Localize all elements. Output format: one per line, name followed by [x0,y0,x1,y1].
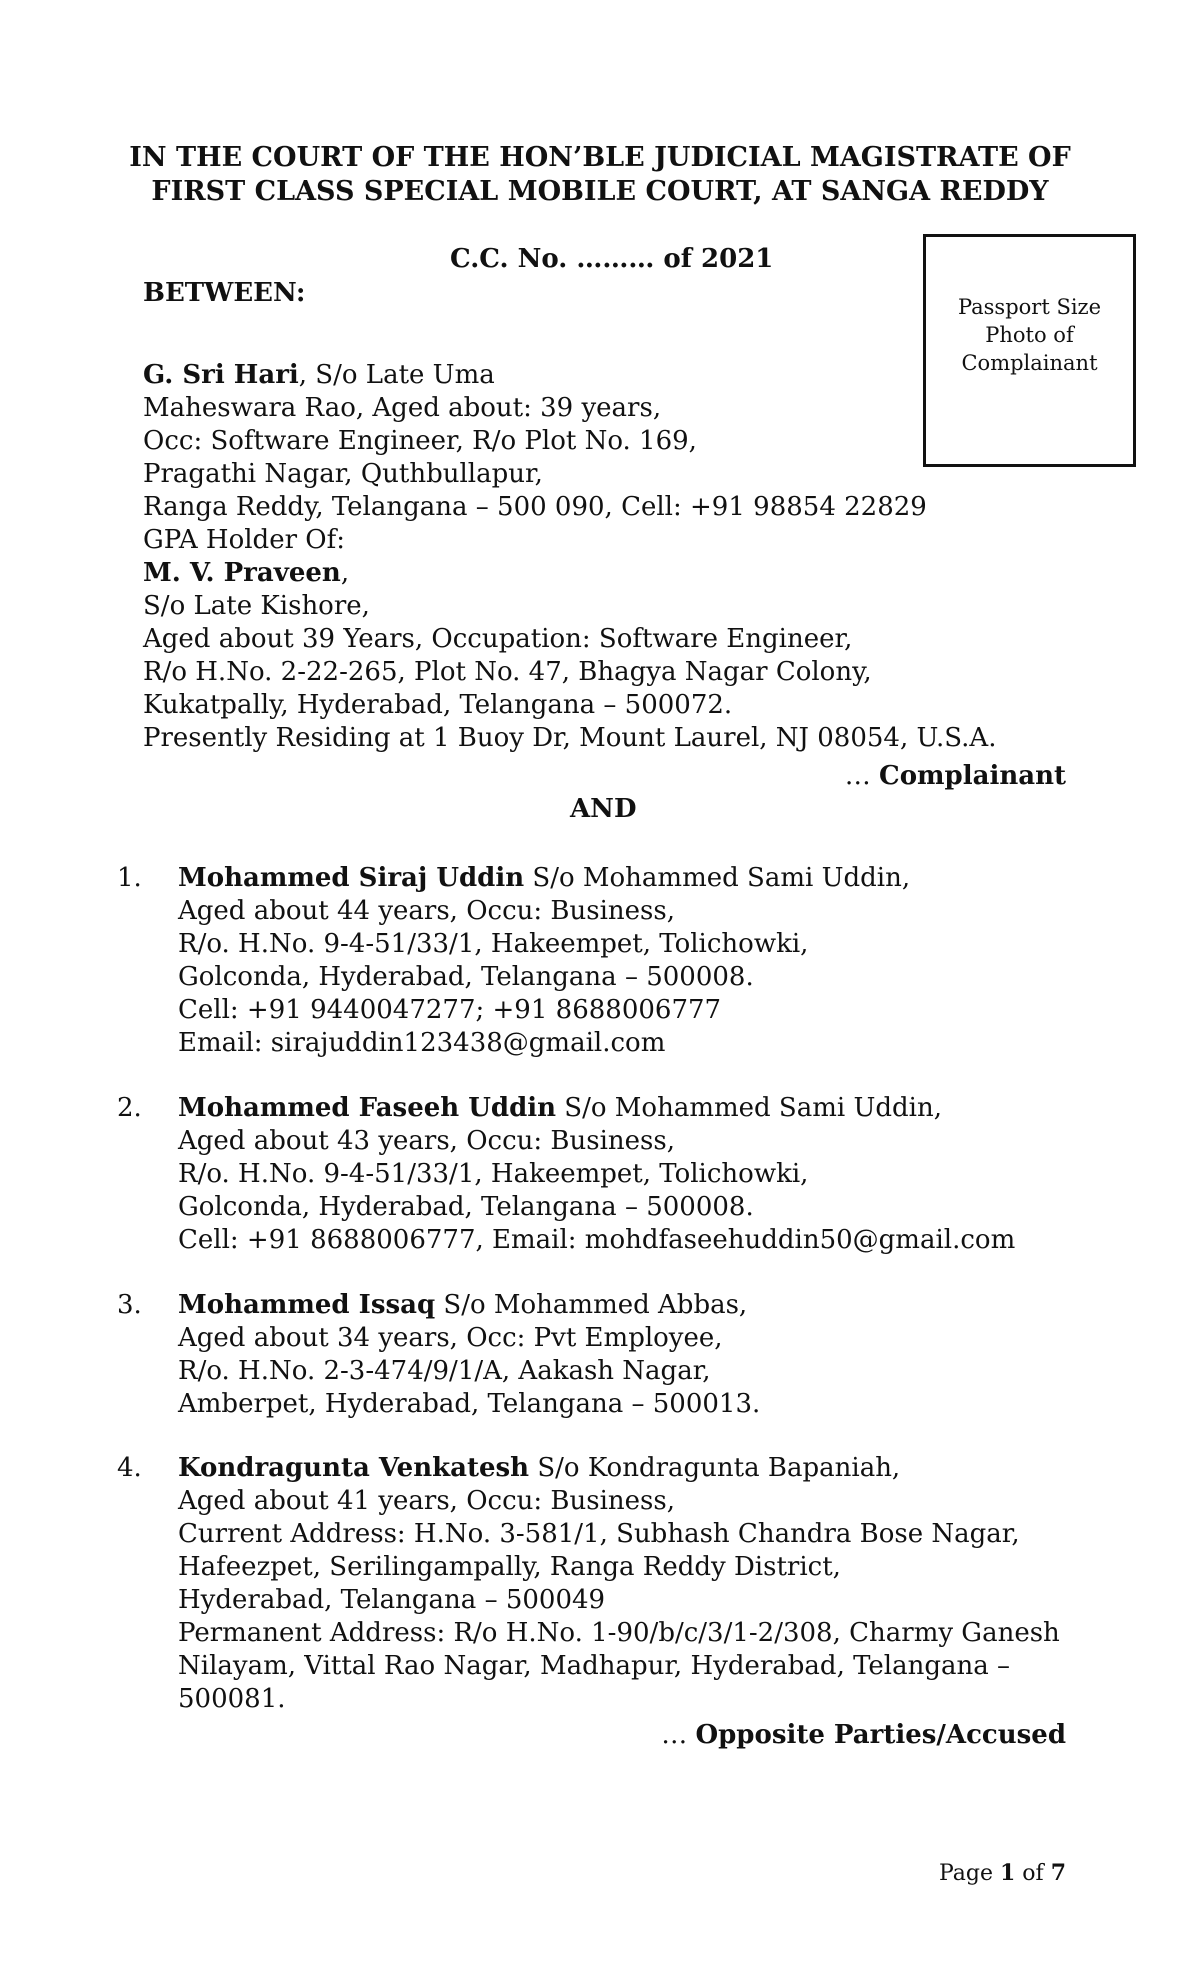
complainant-line: Pragathi Nagar, Quthbullapur, [143,459,543,489]
complainant-line: Ranga Reddy, Telangana – 500 090, Cell: +91 98854 22829 [143,492,927,522]
photo-box-line: Complainant [961,351,1098,375]
accused-line: Hyderabad, Telangana – 500049 [178,1585,606,1615]
accused-role: … Opposite Parties/Accused [661,1720,1066,1750]
court-heading-line1: IN THE COURT OF THE HON’BLE JUDICIAL MAGISTRATE OF [129,142,1071,173]
between-label: BETWEEN: [143,278,306,308]
accused-entry: Mohammed Siraj Uddin S/o Mohammed Sami Uddin, Aged about 44 years, Occu: Business, R/o. H.No. 9-4-51/33/1, Hakeempet, Tolichowki, Golconda, Hyderabad, Telangana – 500008. Cell: +91 9440047277; +91 8688006777 Email: sirajuddin123438@gmail.com [178,863,911,1058]
accused-line: Golconda, Hyderabad, Telangana – 500008. [178,1192,754,1222]
accused-line: Cell: +91 8688006777, Email: mohdfaseehuddin50@gmail.com [178,1225,1016,1255]
accused-line: Hafeezpet, Serilingampally, Ranga Reddy District, [178,1552,841,1582]
page-footer: Page 1 of 7 [938,1860,1066,1886]
complainant-block [143,359,996,755]
accused-line: Golconda, Hyderabad, Telangana – 500008. [178,962,754,992]
and-label: AND [570,794,637,824]
accused-line: Aged about 43 years, Occu: Business, [178,1126,675,1156]
accused-number: 3. [117,1290,142,1320]
accused-line: Aged about 44 years, Occu: Business, [178,896,675,926]
complainant-line: Maheswara Rao, Aged about: 39 years, [143,393,662,423]
accused-name: Mohammed Siraj Uddin [178,863,525,893]
accused-line: Amberpet, Hyderabad, Telangana – 500013. [178,1389,761,1419]
accused-name: Mohammed Issaq [178,1290,436,1320]
complainant-name: G. Sri Hari [143,360,299,390]
gpa-line: S/o Late Kishore, [143,591,370,621]
accused-line: R/o. H.No. 9-4-51/33/1, Hakeempet, Tolichowki, [178,929,809,959]
court-heading-line2: FIRST CLASS SPECIAL MOBILE COURT, AT SANGA REDDY [151,176,1049,207]
accused-line: Cell: +91 9440047277; +91 8688006777 [178,995,722,1025]
complainant-name-suffix: , S/o Late Uma [298,360,495,390]
accused-name: Kondragunta Venkatesh [178,1453,530,1483]
gpa-line: Kukatpally, Hyderabad, Telangana – 500072. [143,690,733,720]
accused-line: Nilayam, Vittal Rao Nagar, Madhapur, Hyderabad, Telangana – [178,1651,1011,1681]
case-number: C.C. No. ……… of 2021 [450,244,774,274]
gpa-name: M. V. Praveen [143,558,341,588]
accused-line: R/o. H.No. 9-4-51/33/1, Hakeempet, Tolichowki, [178,1159,809,1189]
gpa-line: Aged about 39 Years, Occupation: Software Engineer, [143,624,853,654]
accused-entry: Mohammed Issaq S/o Mohammed Abbas, Aged about 34 years, Occ: Pvt Employee, R/o. H.No. 2-3-474/9/1/A, Aakash Nagar, Amberpet, Hyderabad, Telangana – 500013. [178,1290,761,1419]
photo-box-line: Passport Size [957,295,1102,319]
accused-line: Permanent Address: R/o H.No. 1-90/b/c/3/1-2/308, Charmy Ganesh [178,1618,1060,1648]
gpa-line: Presently Residing at 1 Buoy Dr, Mount Laurel, NJ 08054, U.S.A. [143,723,997,753]
accused-line: 500081. [178,1684,286,1714]
complainant-line: GPA Holder Of: [143,525,345,555]
accused-line: Aged about 34 years, Occ: Pvt Employee, [178,1323,723,1353]
accused-number: 4. [117,1453,142,1483]
accused-line: Email: sirajuddin123438@gmail.com [178,1028,666,1058]
accused-entry: Kondragunta Venkatesh S/o Kondragunta Bapaniah, Aged about 41 years, Occu: Business, Current Address: H.No. 3-581/1, Subhash Chandra Bose Nagar, Hafeezpet, Serilingampally, Ranga Reddy District, Hyderabad, Telangana – 500049 Permanent Address: R/o H.No. 1-90/b/c/3/1-2/308, Charmy Ganesh Nilayam, Vittal Rao Nagar, Madhapur, Hyderabad, Telangana – 500081. [178,1453,1060,1714]
gpa-name-suffix: , [340,558,350,588]
accused-line: Current Address: H.No. 3-581/1, Subhash Chandra Bose Nagar, [178,1519,1020,1549]
complainant-line: Occ: Software Engineer, R/o Plot No. 169, [143,426,697,456]
accused-line: R/o. H.No. 2-3-474/9/1/A, Aakash Nagar, [178,1356,711,1386]
complainant-role: … Complainant [844,761,1066,791]
accused-number: 1. [117,863,142,893]
accused-number: 2. [117,1093,142,1123]
gpa-line: R/o H.No. 2-22-265, Plot No. 47, Bhagya Nagar Colony, [143,657,872,687]
accused-line: Aged about 41 years, Occu: Business, [178,1486,675,1516]
accused-entry: Mohammed Faseeh Uddin S/o Mohammed Sami Uddin, Aged about 43 years, Occu: Business, R/o. H.No. 9-4-51/33/1, Hakeempet, Tolichowki, Golconda, Hyderabad, Telangana – 500008. Cell: +91 8688006777, Email: mohdfaseehuddin50@gmail.com [178,1093,1016,1255]
photo-box-line: Photo of [985,323,1074,347]
accused-name: Mohammed Faseeh Uddin [178,1093,557,1123]
